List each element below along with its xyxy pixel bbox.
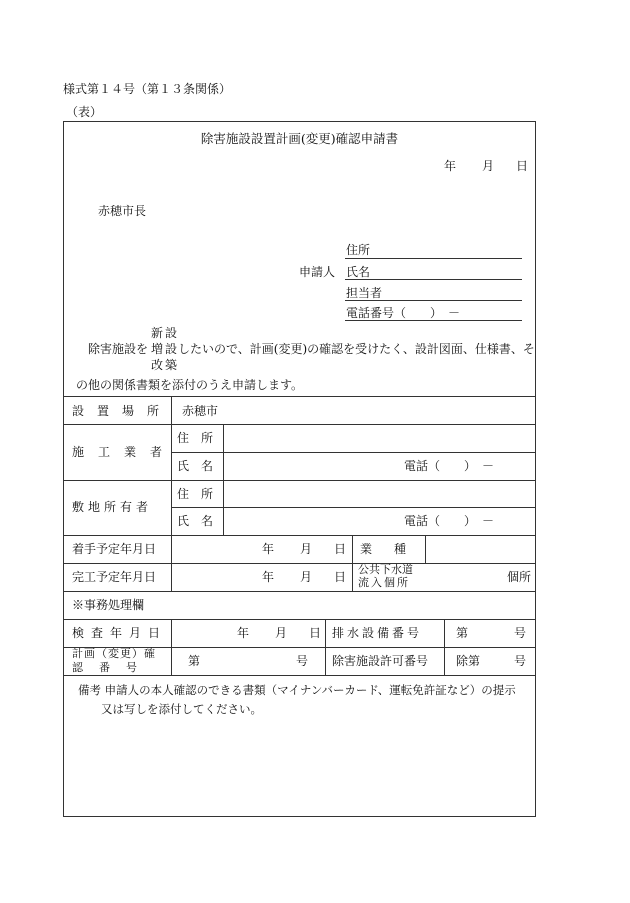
permit-number-label: 除害施設許可番号 — [332, 654, 429, 668]
start-month: 月 — [300, 542, 313, 556]
form-title: 除害施設設置計画(変更)確認申請書 — [200, 131, 399, 146]
phone-underline — [345, 320, 522, 321]
contractor-name-label: 氏名 — [177, 459, 226, 473]
plan-value-suffix: 号 — [296, 654, 309, 668]
note-line-2: 又は写しを添付してください。 — [101, 702, 262, 716]
applicant-contact-label: 担当者 — [346, 286, 383, 300]
grid-line — [352, 535, 353, 591]
industry-label: 業種 — [360, 542, 429, 556]
grid-line — [171, 619, 172, 675]
grid-line — [64, 535, 535, 536]
contractor-address-label: 住所 — [177, 431, 226, 445]
sewer-label-1: 公共下水道 — [358, 563, 413, 576]
owner-label: 敷地所有者 — [72, 500, 153, 514]
start-day: 日 — [334, 542, 347, 556]
grid-line — [444, 619, 445, 675]
application-form — [63, 121, 536, 817]
grid-line — [64, 480, 535, 481]
permit-value-suffix: 号 — [514, 654, 527, 668]
inspection-month: 月 — [275, 626, 288, 640]
grid-line — [171, 507, 535, 508]
drain-number-label: 排水設備番号 — [332, 626, 423, 640]
statement-line2: の他の関係書類を添付のうえ申請します。 — [76, 378, 304, 392]
statement-post: したいので、計画(変更)の確認を受けたく、設計図面、仕様書、そ — [178, 342, 535, 356]
start-date-label: 着手予定年月日 — [72, 542, 157, 556]
end-month: 月 — [300, 570, 313, 584]
owner-address-label: 住所 — [177, 487, 226, 501]
inspection-label: 検査年月日 — [72, 626, 168, 640]
plan-label-2: 認番号 — [72, 661, 153, 674]
grid-line — [64, 619, 535, 620]
drain-value-suffix: 号 — [514, 626, 527, 640]
statement-pre: 除害施設を — [88, 342, 149, 356]
grid-line — [325, 619, 326, 675]
option-expand: 増設 — [151, 342, 180, 356]
plan-label-1: 計画（変更）確 — [72, 647, 156, 660]
grid-line — [64, 591, 535, 592]
grid-line — [171, 452, 535, 453]
owner-phone: 電話（ ） － — [404, 514, 495, 528]
drain-value-prefix: 第 — [456, 626, 469, 640]
contractor-label: 施工業者 — [72, 445, 177, 459]
addressee: 赤穂市長 — [98, 204, 147, 218]
option-new: 新設 — [151, 326, 180, 340]
inspection-day: 日 — [309, 626, 322, 640]
grid-line — [64, 396, 535, 397]
form-number: 様式第１４号（第１３条関係） — [63, 82, 232, 96]
end-year: 年 — [262, 570, 275, 584]
contractor-phone: 電話（ ） － — [404, 459, 495, 473]
end-date-label: 完工予定年月日 — [72, 570, 157, 584]
grid-line — [64, 563, 535, 564]
sewer-unit: 個所 — [507, 570, 532, 584]
start-year: 年 — [262, 542, 275, 556]
note-line-1: 備考 申請人の本人確認のできる書類（マイナンバーカード、運転免許証など）の提示 — [78, 683, 516, 697]
inspection-year: 年 — [237, 626, 250, 640]
address-underline — [345, 258, 522, 259]
date-year: 年 — [444, 159, 457, 173]
date-month: 月 — [482, 159, 495, 173]
option-rebuild: 改築 — [151, 358, 180, 372]
office-use-label: ※事務処理欄 — [72, 598, 145, 612]
grid-line — [64, 424, 535, 425]
location-label: 設置場所 — [72, 404, 173, 418]
plan-value-prefix: 第 — [188, 654, 201, 668]
location-value: 赤穂市 — [182, 404, 219, 418]
end-day: 日 — [334, 570, 347, 584]
permit-value-prefix: 除第 — [456, 654, 481, 668]
side-label: （表） — [66, 105, 103, 119]
applicant-phone-label: 電話番号（ ） － — [346, 306, 461, 320]
date-day: 日 — [516, 159, 529, 173]
owner-name-label: 氏名 — [177, 514, 226, 528]
grid-line — [64, 675, 535, 676]
contact-underline — [345, 300, 522, 301]
grid-line — [171, 396, 172, 591]
applicant-address-label: 住所 — [346, 243, 371, 257]
applicant-name-label: 氏名 — [346, 265, 371, 279]
name-underline — [345, 279, 522, 280]
sewer-label-2: 流入個所 — [358, 576, 410, 589]
applicant-label: 申請人 — [299, 265, 336, 279]
